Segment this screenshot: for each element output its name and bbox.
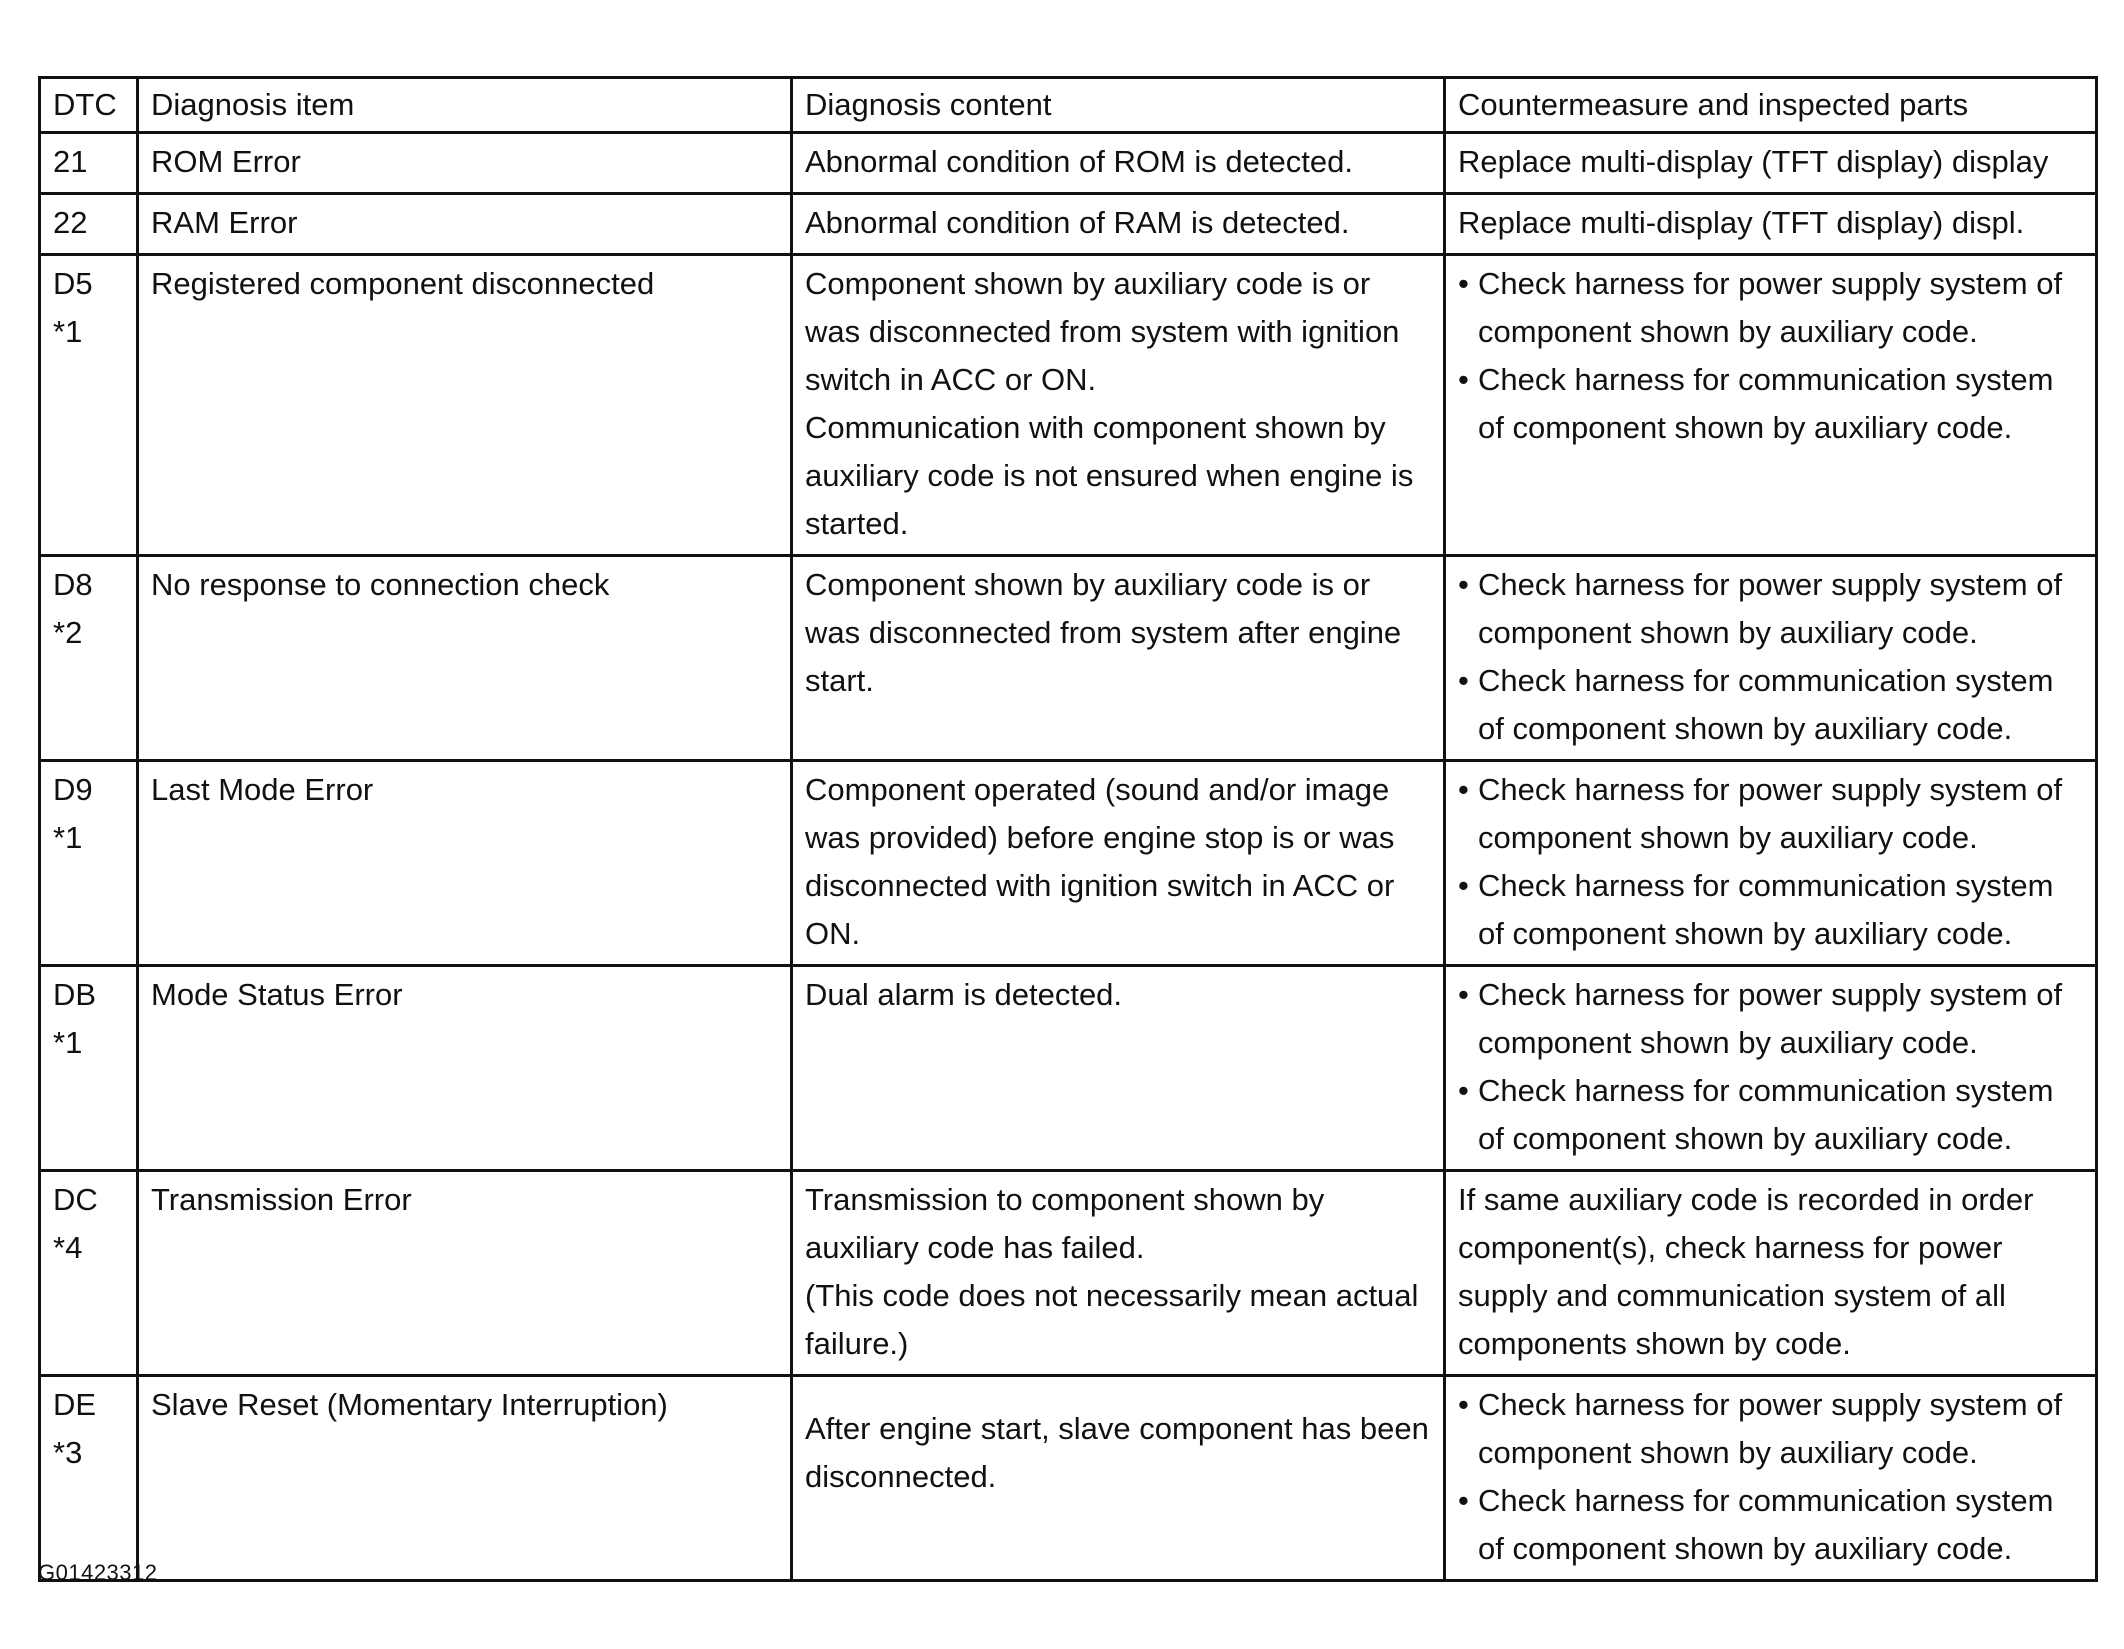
countermeasure-item: • Check harness for communication system of component shown by auxiliary code. [1458,1067,2083,1163]
dtc-cell [40,556,138,761]
diagnosis-item-cell: Slave Reset (Momentary Interruption) [138,1376,792,1581]
diagnosis-content-text: Abnormal condition of RAM is detected. [805,205,1350,240]
countermeasure-text: Replace multi-display (TFT display) displ. [1458,205,2025,240]
dtc-cell [40,1376,138,1581]
header-countermeasure: Countermeasure and inspected parts [1445,78,2097,133]
header-diagnosis-content: Diagnosis content [792,78,1445,133]
countermeasure-item: • Check harness for power supply system of component shown by auxiliary code. [1458,1381,2083,1477]
diagnosis-content-cell [792,1171,1445,1376]
diagnosis-content-cell [792,255,1445,556]
diagnosis-content-cell [792,556,1445,761]
dtc-code: 21 [53,144,88,179]
countermeasure-cell [1445,556,2097,761]
dtc-code: DC [53,1182,98,1217]
diagnosis-item-cell: Transmission Error [138,1171,792,1376]
table-row [40,966,2097,1171]
table-row [40,133,2097,194]
dtc-table-container [38,76,2095,1582]
countermeasure-item: • Check harness for communication system of component shown by auxiliary code. [1458,1477,2083,1573]
countermeasure-item: • Check harness for communication system of component shown by auxiliary code. [1458,862,2083,958]
dtc-cell [40,1171,138,1376]
header-row [40,78,2097,133]
table-row [40,1171,2097,1376]
dtc-table-body [40,133,2097,1581]
table-row [40,255,2097,556]
countermeasure-item: • Check harness for communication system of component shown by auxiliary code. [1458,657,2083,753]
dtc-footnote-mark: *4 [53,1230,83,1265]
table-row [40,761,2097,966]
dtc-cell [40,133,138,194]
diagnosis-item-cell: Last Mode Error [138,761,792,966]
header-diagnosis-item: Diagnosis item [138,78,792,133]
diagnosis-item-cell: ROM Error [138,133,792,194]
diagnosis-content-text: Dual alarm is detected. [805,977,1123,1012]
diagnosis-content-cell [792,133,1445,194]
dtc-cell [40,194,138,255]
dtc-cell [40,761,138,966]
countermeasure-cell [1445,761,2097,966]
dtc-code: D8 [53,567,93,602]
diagnosis-item-cell: Registered component disconnected [138,255,792,556]
dtc-code: D9 [53,772,93,807]
dtc-footnote-mark: *2 [53,615,83,650]
countermeasure-list [1458,971,2083,1163]
header-dtc: DTC [40,78,138,133]
dtc-table [38,76,2098,1582]
diagnosis-content-text: Component shown by auxiliary code is or was disconnected from system with ignition switch in ACC or ON. [805,266,1400,397]
dtc-cell [40,966,138,1171]
dtc-footnote-mark: *1 [53,1025,83,1060]
countermeasure-cell [1445,966,2097,1171]
countermeasure-item: • Check harness for power supply system of component shown by auxiliary code. [1458,971,2083,1067]
diagnosis-content-text: Component shown by auxiliary code is or was disconnected from system after engine start. [805,567,1402,698]
diagnosis-content-text: Abnormal condition of ROM is detected. [805,144,1353,179]
table-row [40,194,2097,255]
dtc-code: DB [53,977,97,1012]
diagnosis-content-cell [792,761,1445,966]
diagnosis-content-cell [792,966,1445,1171]
countermeasure-list [1458,766,2083,958]
countermeasure-item: • Check harness for communication system of component shown by auxiliary code. [1458,356,2083,452]
diagnosis-content-cell [792,194,1445,255]
dtc-footnote-mark: *1 [53,820,83,855]
countermeasure-cell [1445,194,2097,255]
countermeasure-cell [1445,133,2097,194]
table-row [40,556,2097,761]
countermeasure-cell [1445,255,2097,556]
countermeasure-list [1458,561,2083,753]
dtc-footnote-mark: *1 [53,314,83,349]
diagnosis-item-cell: Mode Status Error [138,966,792,1171]
countermeasure-item: • Check harness for power supply system of component shown by auxiliary code. [1458,561,2083,657]
dtc-footnote-mark: *3 [53,1435,83,1470]
countermeasure-cell [1445,1171,2097,1376]
countermeasure-cell [1445,1376,2097,1581]
diagnosis-content-text: After engine start, slave component has been disconnected. [805,1411,1429,1494]
figure-id: G01423312 [38,1560,158,1585]
table-row [40,1376,2097,1581]
countermeasure-item: • Check harness for power supply system of component shown by auxiliary code. [1458,260,2083,356]
countermeasure-text: If same auxiliary code is recorded in order component(s), check harness for power supply and communication system of all components shown by code. [1458,1182,2034,1361]
diagnosis-item-cell: No response to connection check [138,556,792,761]
dtc-code: D5 [53,266,93,301]
dtc-code: 22 [53,205,88,240]
diagnosis-content-text: (This code does not necessarily mean actual failure.) [805,1278,1419,1361]
countermeasure-list [1458,1381,2083,1573]
diagnosis-content-text: Component operated (sound and/or image was provided) before engine stop is or was disconnected with ignition switch in ACC or ON. [805,772,1395,951]
countermeasure-list [1458,260,2083,452]
dtc-code: DE [53,1387,97,1422]
countermeasure-text: Replace multi-display (TFT display) display [1458,144,2049,179]
countermeasure-item: • Check harness for power supply system of component shown by auxiliary code. [1458,766,2083,862]
dtc-cell [40,255,138,556]
diagnosis-item-cell: RAM Error [138,194,792,255]
diagnosis-content-cell [792,1376,1445,1581]
diagnosis-content-text: Communication with component shown by auxiliary code is not ensured when engine is started. [805,410,1414,541]
diagnosis-content-text: Transmission to component shown by auxiliary code has failed. [805,1182,1325,1265]
